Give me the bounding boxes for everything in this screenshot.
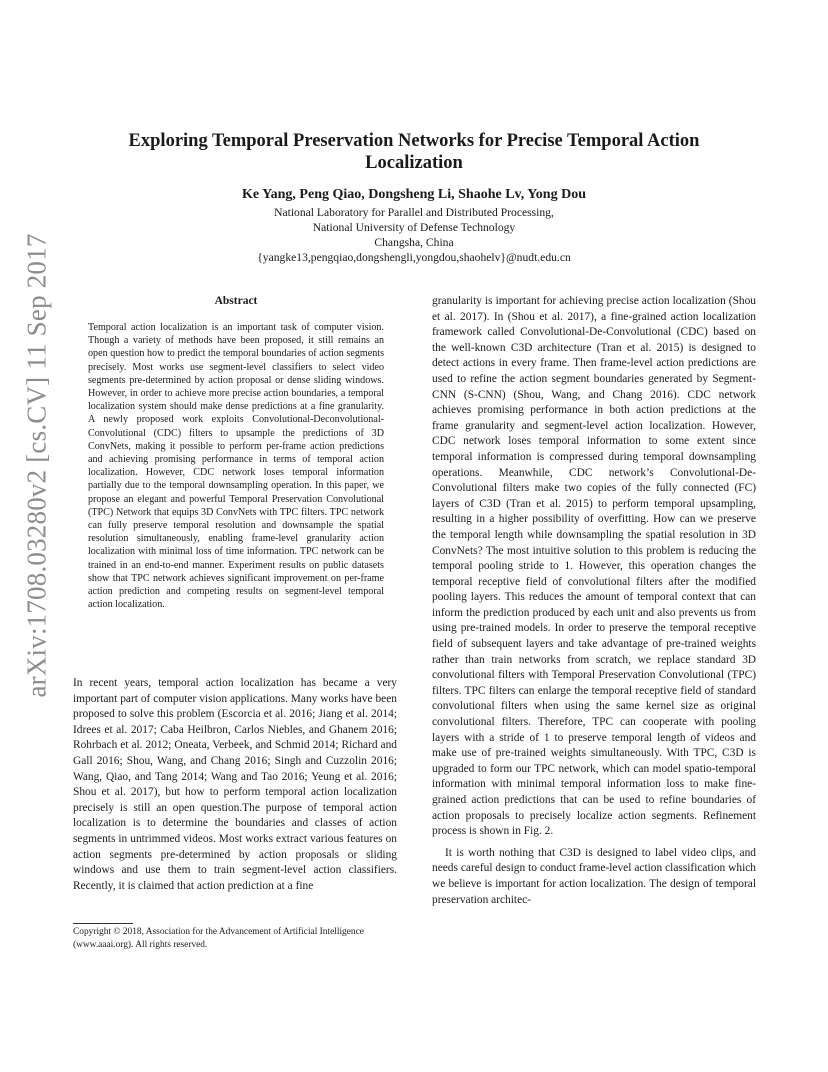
author-emails: {yangke13,pengqiao,dongshengli,yongdou,shaohelv}@nudt.edu.cn [257,251,571,264]
intro-paragraph: In recent years, temporal action localization has became a very important part of computer vision applications. Many works have been proposed to solve this problem (Escorcia et al. 2016; Jiang et al. 2014; Idrees et al. 2017; Caba Heilbron, Carlos Niebles, and Ghanem 2016; Rohrbach et al. 2012; Oneata, Verbeek, and Schmid 2014; Richard and Gall 2016; Shou, Wang, and Chang 2016; Singh and Cuzzolin 2016; Wang, Qiao, and Tang 2014; Wang and Tao 2016; Yeung et al. 2016; Shou et al. 2017), but how to perform temporal action localization precisely is still an open question.The purpose of temporal action localization is to determine the boundaries and classes of action segments in untrimmed videos. Most works extract various features on action segments pre-determined by action proposals or sliding windows and use them to train segment-level action classifiers. Recently, it is claimed that action prediction at a fine [73,677,397,892]
copyright-footnote: Copyright © 2018, Association for the Advancement of Artificial Intelligence (www.aaai.org). All rights reserved. [73,927,364,950]
abstract-text: Temporal action localization is an important task of computer vision. Though a variety of methods have been proposed, it still remains an open question how to predict the temporal boundaries of action segments precisely. Most works use segment-level classifiers to select video segments pre-determined by action proposal or dense sliding windows. However, in order to achieve more precise action boundaries, a temporal localization system should make dense predictions at a fine granularity. A newly proposed work exploits Convolutional-Deconvolutional-Convolutional (CDC) filters to upsample the predictions of 3D ConvNets, making it possible to perform per-frame action predictions and achieving promising performance in terms of temporal action localization. However, CDC network loses temporal information partially due to the temporal downsampling operation. In this paper, we propose an elegant and powerful Temporal Preservation Convolutional (TPC) Network that equips 3D ConvNets with TPC filters. TPC network can fully preserve temporal resolution and downsample the spatial resolution simultaneously, enabling frame-level granularity action localization with minimal loss of time information. TPC network can be trained in an end-to-end manner. Experiment results on public datasets show that TPC network achieves significant improvement on per-frame action prediction and competing results on segment-level temporal action localization. [88,322,384,611]
arxiv-identifier-text: arXiv:1708.03280v2 [cs.CV] 11 Sep 2017 [21,232,52,698]
affiliation-line: Changsha, China [374,236,454,249]
paper-title: Exploring Temporal Preservation Networks for Precise Temporal Action Localization [128,131,700,173]
affiliation-block [100,205,728,265]
affiliation-line: National Laboratory for Parallel and Distributed Processing, [274,206,554,219]
left-column-body [73,676,397,894]
footnote-rule [73,923,133,924]
arxiv-identifier-stamp [21,232,52,698]
author-list: Ke Yang, Peng Qiao, Dongsheng Li, Shaohe Lv, Yong Dou [242,187,586,202]
intro-paragraph-continued: granularity is important for achieving precise action localization (Shou et al. 2017). In (Shou et al. 2017), a fine-grained action localization framework called Convolutional-De-Convolutional (CDC) based on the well-known C3D architecture (Tran et al. 2015) is designed to detect actions in every frame. Then frame-level action predictions are used to refine the action segment boundaries generated by Segment-CNN (S-CNN) (Shou, Wang, and Chang 2016). CDC network achieves promising performance in both action predictions at the frame granularity and segment-level action localization. However, CDC network loses temporal information to some extent since temporal information is compressed during temporal downsampling operations. Meanwhile, CDC network’s Convolutional-De-Convolutional filters make two copies of the fully connected (FC) layers of C3D (Tran et al. 2015) to perform temporal upsampling, resulting in a higher possibility of overfitting. How can we preserve the temporal length while downsampling the spatial resolution in 3D ConvNets? The most intuitive solution to this problem is reducing the temporal pooling stride to 1. However, this operation changes the temporal receptive field of convolutional filters after the modified pooling layers. This reduces the amount of temporal context that can inform the prediction produced by each unit and also prevents us from using pre-trained models. In order to preserve the temporal receptive field of subsequent layers and take advantage of pre-trained weights rather than train networks from scratch, we replace standard 3D convolutional filters with Temporal Preservation Convolutional (TPC) filters. TPC filters can enlarge the temporal receptive field of standard convolutional filters when using the same kernel size as original convolutional filters. Therefore, TPC can cooperate with pooling layers with a stride of 1 to preserve temporal length of videos and make use of pre-trained weights simultaneously. With TPC, C3D is upgraded to form our TPC network, which can model spatio-temporal information with minimal temporal information loss to make fine-grained action predictions that can be used to refine boundaries of action proposals to precisely localize action segments. Refinement process is shown in Fig. 2. [432,295,756,838]
intro-paragraph: It is worth nothing that C3D is designed to label video clips, and needs careful design to conduct frame-level action classification which we believe is important for action localization. The design of temporal preservation architec- [432,846,756,906]
right-column-body [432,294,756,908]
affiliation-line: National University of Defense Technology [312,221,516,234]
abstract-heading: Abstract [214,295,258,307]
